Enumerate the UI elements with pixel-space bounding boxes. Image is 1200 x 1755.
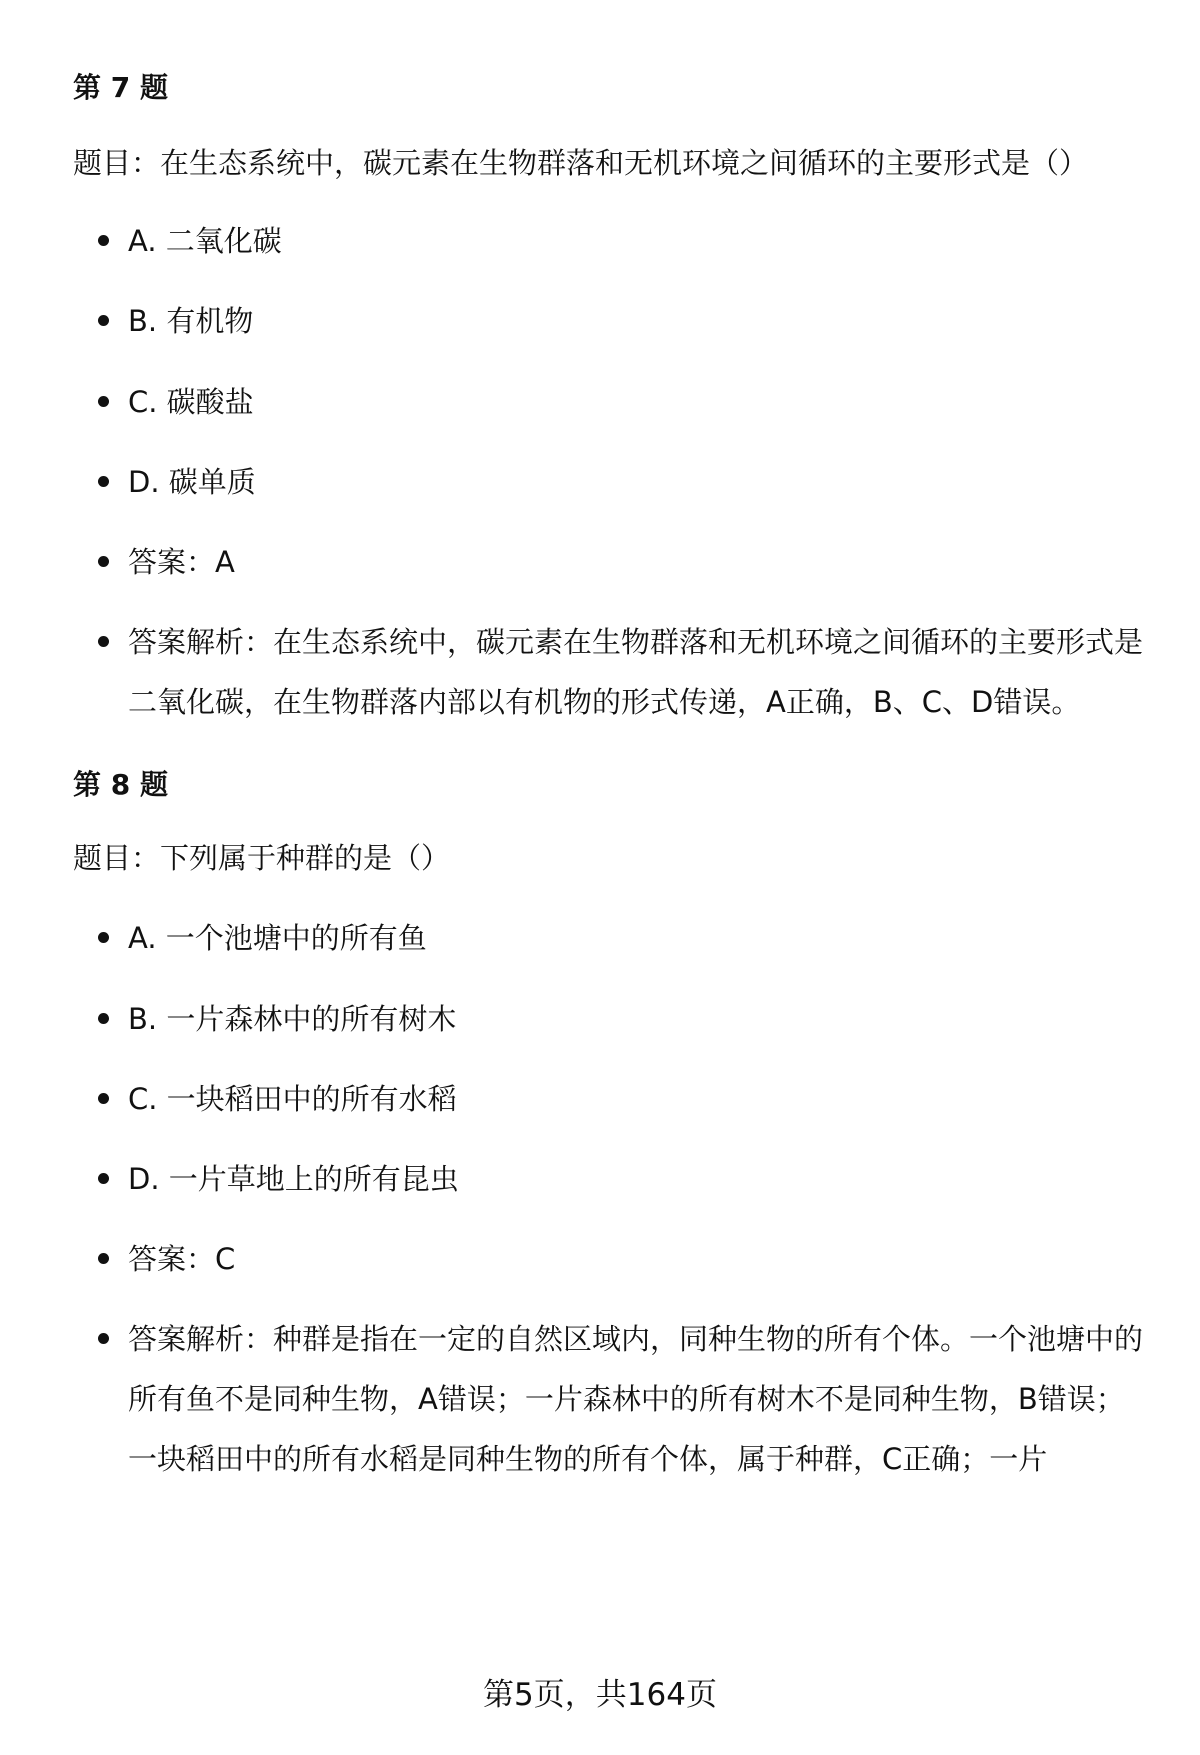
list-item (128, 1309, 1148, 1489)
list-item (128, 908, 1148, 968)
bullet-icon (98, 1253, 109, 1264)
bullet-icon (98, 1173, 109, 1184)
question-stem: 题目：下列属于种群的是（） (73, 841, 451, 875)
bullet-icon (98, 396, 109, 407)
option-d: D. 碳单质 (128, 465, 256, 499)
bullet-icon (98, 932, 109, 943)
list-item (128, 989, 1148, 1049)
list-item (128, 532, 1148, 592)
bullet-icon (98, 1013, 109, 1024)
option-c: C. 碳酸盐 (128, 385, 254, 419)
bullet-icon (98, 556, 109, 567)
question-heading: 第 8 题 (73, 768, 168, 801)
list-item (128, 612, 1148, 732)
option-d: D. 一片草地上的所有昆虫 (128, 1162, 459, 1196)
list-item (128, 372, 1148, 432)
bullet-icon (98, 235, 109, 246)
question-stem: 题目：在生态系统中，碳元素在生物群落和无机环境之间循环的主要形式是（） (73, 146, 1089, 180)
bullet-icon (98, 476, 109, 487)
option-c: C. 一块稻田中的所有水稻 (128, 1082, 457, 1116)
analysis-text: 答案解析：在生态系统中，碳元素在生物群落和无机环境之间循环的主要形式是二氧化碳，在生物群落内部以有机物的形式传递，A正确，B、C、D错误。 (128, 625, 1144, 719)
bullet-icon (98, 1333, 109, 1344)
list-item (128, 1069, 1148, 1129)
bullet-icon (98, 1093, 109, 1104)
analysis-text: 答案解析：种群是指在一定的自然区域内，同种生物的所有个体。一个池塘中的所有鱼不是同种生物，A错误；一片森林中的所有树木不是同种生物，B错误；一块稻田中的所有水稻是同种生物的所有个体，属于种群，C正确；一片 (128, 1322, 1144, 1476)
question-heading: 第 7 题 (73, 71, 168, 104)
option-a: A. 一个池塘中的所有鱼 (128, 921, 427, 955)
answer-text: 答案：A (128, 545, 235, 579)
list-item (128, 1229, 1148, 1289)
list-item (128, 1149, 1148, 1209)
list-item (128, 452, 1148, 512)
option-b: B. 一片森林中的所有树木 (128, 1002, 457, 1036)
page-number: 第5页，共164页 (483, 1677, 717, 1713)
option-b: B. 有机物 (128, 304, 254, 338)
answer-text: 答案：C (128, 1242, 236, 1276)
list-item (128, 291, 1148, 351)
list-item (128, 211, 1148, 271)
option-a: A. 二氧化碳 (128, 224, 282, 258)
bullet-icon (98, 636, 109, 647)
bullet-icon (98, 315, 109, 326)
